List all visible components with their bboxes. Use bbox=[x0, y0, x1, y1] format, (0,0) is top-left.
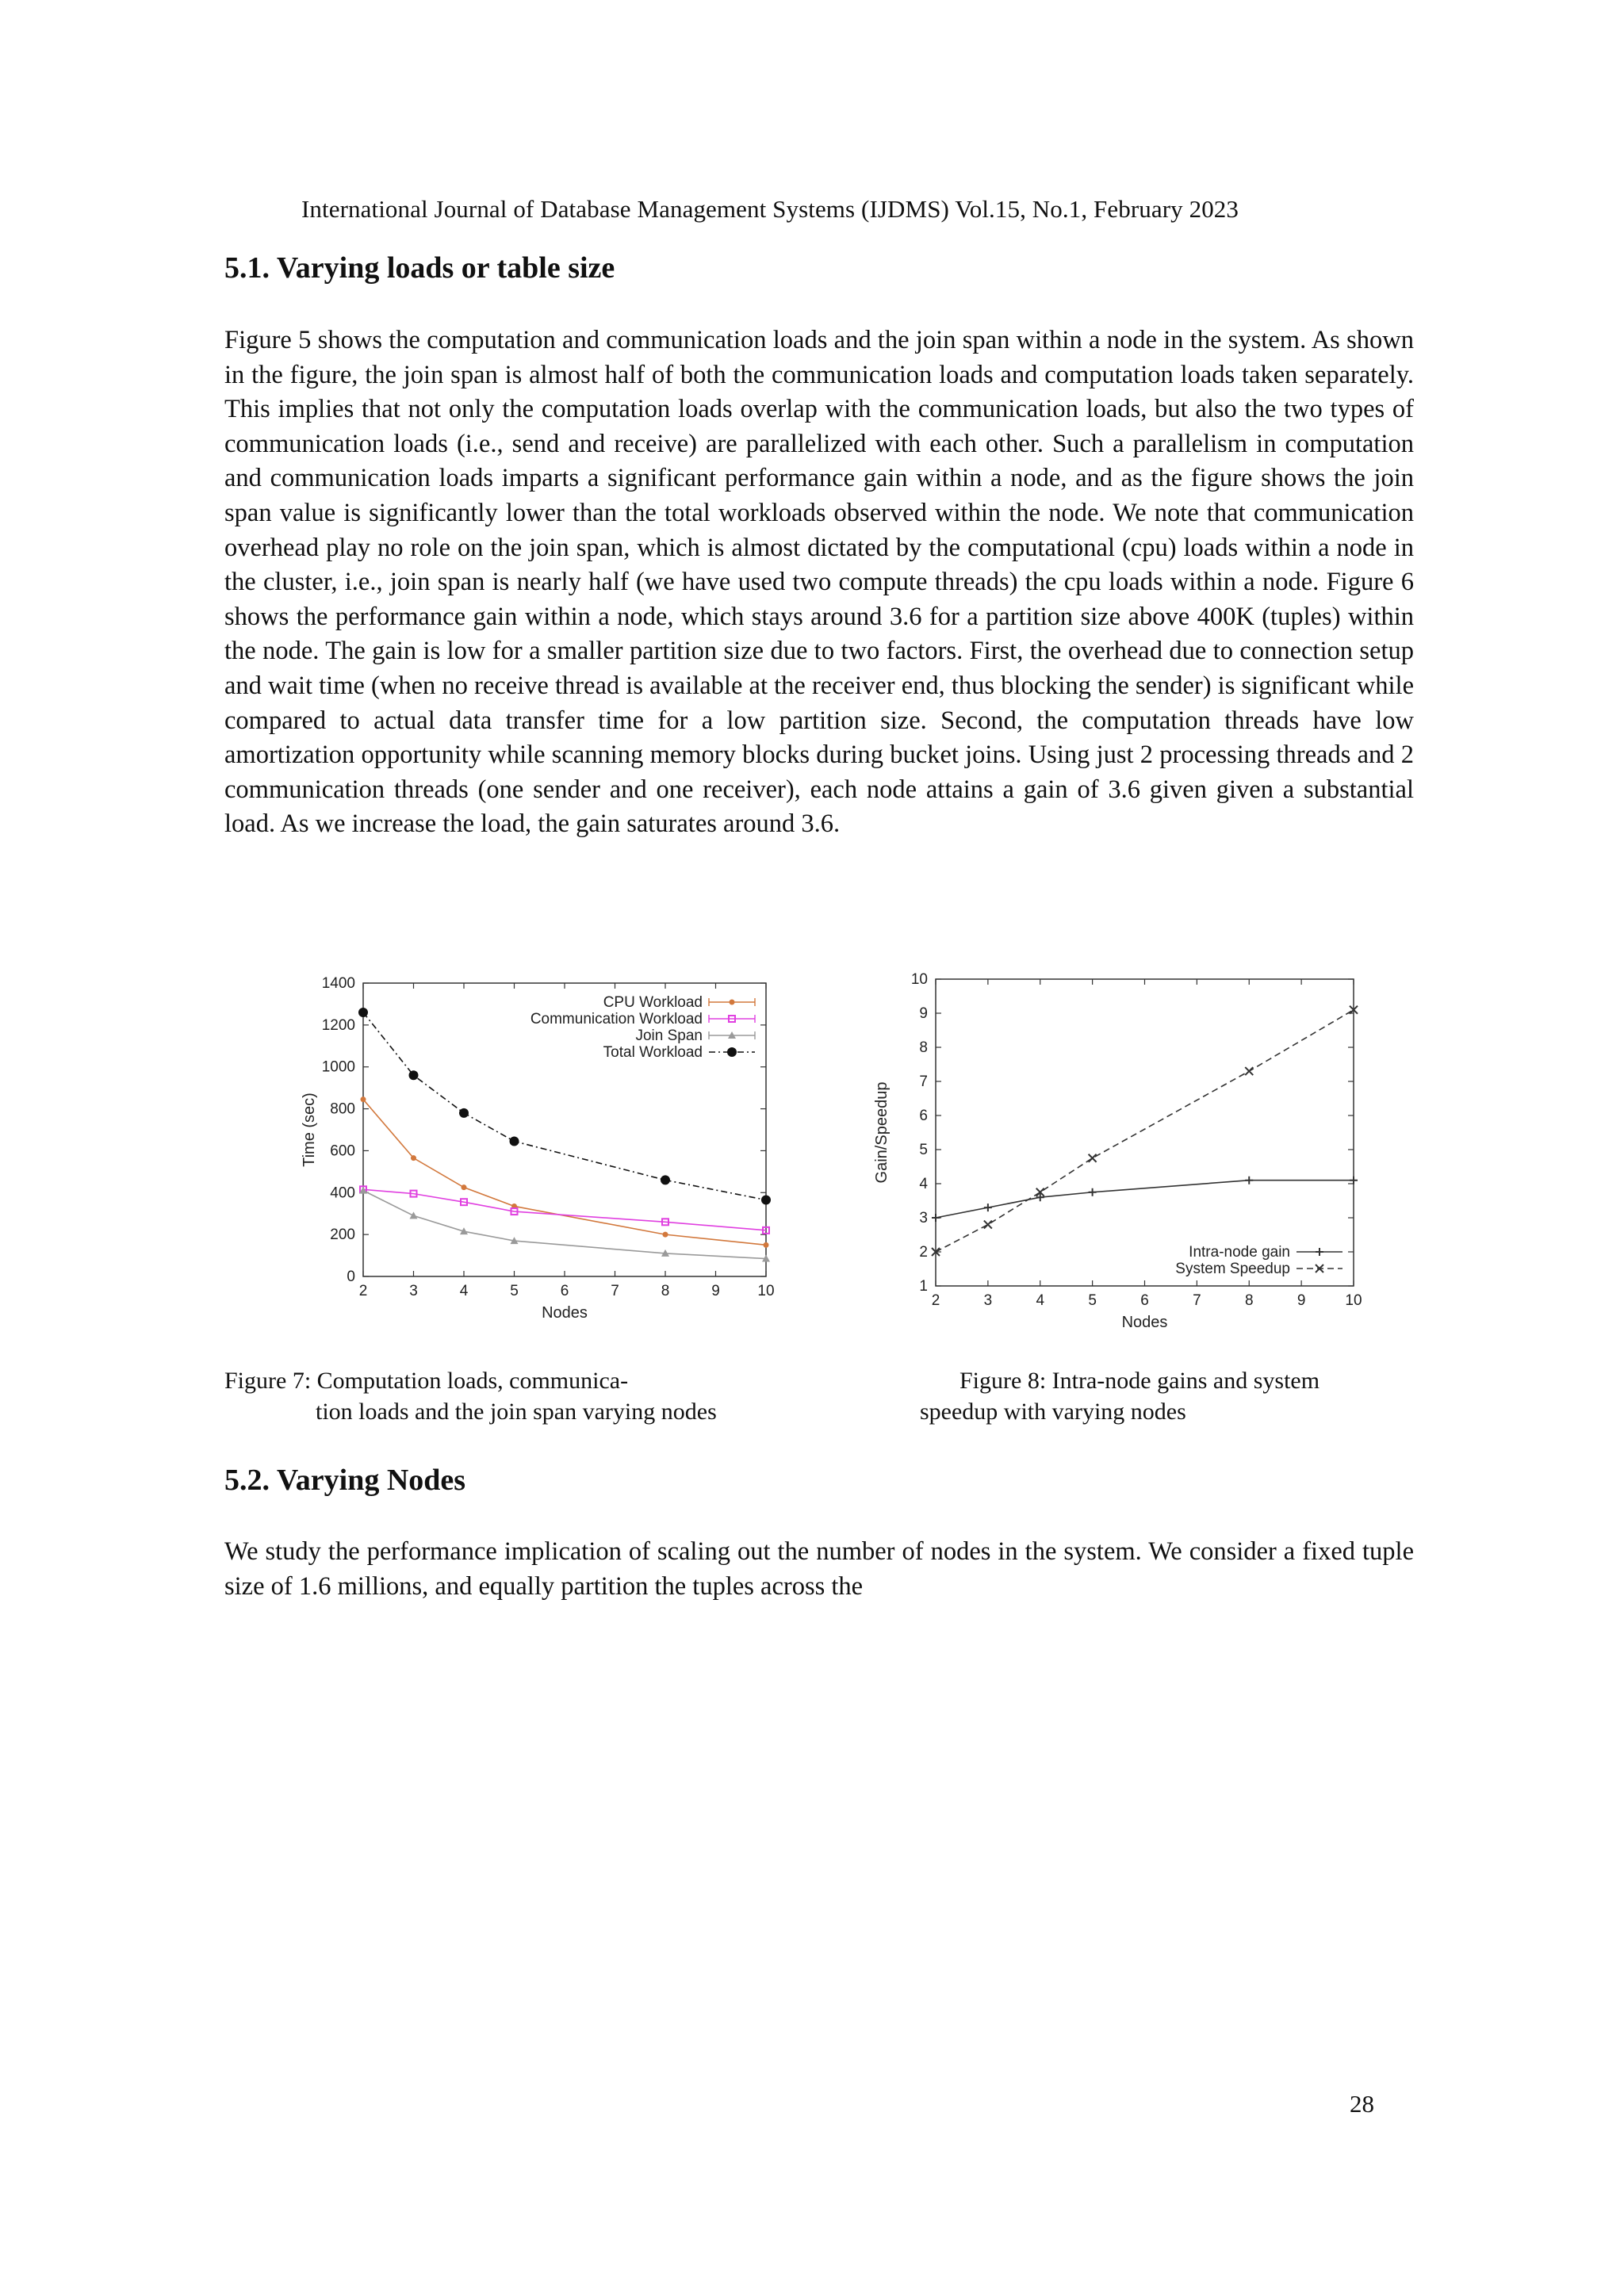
data-point bbox=[984, 1221, 992, 1229]
legend-label: Join Span bbox=[635, 1027, 703, 1044]
y-tick-label: 1200 bbox=[321, 1016, 355, 1034]
y-tick-label: 2 bbox=[919, 1244, 928, 1261]
x-axis-label: Nodes bbox=[1121, 1314, 1168, 1331]
x-tick-label: 2 bbox=[931, 1292, 940, 1309]
y-tick-label: 0 bbox=[347, 1269, 355, 1285]
x-tick-label: 3 bbox=[409, 1283, 418, 1299]
x-tick-label: 9 bbox=[711, 1283, 720, 1299]
series-line bbox=[363, 1189, 766, 1230]
x-axis-label: Nodes bbox=[542, 1304, 588, 1322]
legend-marker bbox=[727, 1047, 737, 1057]
data-point bbox=[1089, 1188, 1097, 1196]
figure-8-caption-line2: speedup with varying nodes bbox=[920, 1399, 1186, 1425]
data-point bbox=[462, 1184, 467, 1190]
data-point bbox=[411, 1155, 416, 1161]
data-point bbox=[761, 1196, 771, 1205]
x-tick-label: 8 bbox=[661, 1283, 670, 1299]
data-point bbox=[361, 1096, 366, 1102]
x-tick-label: 7 bbox=[611, 1283, 619, 1299]
x-tick-label: 5 bbox=[510, 1283, 519, 1299]
figure-7-caption-line2: tion loads and the join span varying nodes bbox=[316, 1399, 717, 1425]
x-tick-label: 4 bbox=[459, 1283, 469, 1299]
y-tick-label: 3 bbox=[919, 1210, 928, 1226]
y-axis-label: Time (sec) bbox=[301, 1093, 318, 1167]
figure-8-chart bbox=[856, 963, 1380, 1336]
x-tick-label: 7 bbox=[1193, 1292, 1201, 1309]
journal-header: International Journal of Database Management Systems (IJDMS) Vol.15, No.1, February 2023 bbox=[301, 195, 1239, 223]
y-tick-label: 7 bbox=[919, 1073, 928, 1090]
y-tick-label: 8 bbox=[919, 1039, 928, 1056]
legend-label: Total Workload bbox=[603, 1044, 703, 1061]
data-point bbox=[932, 1214, 940, 1222]
x-tick-label: 10 bbox=[1345, 1292, 1362, 1309]
x-tick-label: 9 bbox=[1297, 1292, 1306, 1309]
legend-marker bbox=[730, 1000, 735, 1005]
section-5-1-paragraph: Figure 5 shows the computation and communication loads and the join span within a node in the system. As shown in the figure, the join span is almost half of both the communication loads and computation loads taken separately. This implies that not only the computation loads overlap with the communication loads, but also the two types of communication loads (i.e., send and receive) are parallelized with each other. Such a parallelism in computation and communication loads imparts a significant performance gain within a node, and as the figure shows the join span value is significantly lower than the total workloads observed within the node. We note that communication overhead play no role on the join span, which is almost dictated by the computational (cpu) loads within a node in the cluster, i.e., join span is nearly half (we have used two compute threads) the cpu loads within a node. Figure 6 shows the performance gain within a node, which stays around 3.6 for a partition size above 400K (tuples) within the node. The gain is low for a smaller partition size due to two factors. First, the overhead due to connection setup and wait time (when no receive thread is available at the receiver end, thus blocking the sender) is significant while compared to actual data transfer time for a low partition size. Second, the computation threads have low amortization opportunity while scanning memory blocks during bucket joins. Using just 2 processing threads and 2 communication threads (one sender and one receiver), each node attains a gain of 3.6 given given a substantial load. As we increase the load, the gain saturates around 3.6. bbox=[224, 326, 1414, 839]
y-tick-label: 800 bbox=[330, 1100, 355, 1118]
series-line bbox=[363, 1012, 766, 1200]
y-tick-label: 1400 bbox=[321, 975, 355, 992]
x-tick-label: 4 bbox=[1036, 1292, 1045, 1309]
legend-label: Communication Workload bbox=[530, 1011, 703, 1027]
y-tick-label: 4 bbox=[919, 1176, 928, 1192]
section-5-1-title: 5.1. Varying loads or table size bbox=[224, 251, 615, 285]
x-tick-label: 3 bbox=[983, 1292, 993, 1309]
x-tick-label: 6 bbox=[1140, 1292, 1149, 1309]
legend-marker bbox=[1316, 1248, 1323, 1256]
data-point bbox=[410, 1211, 418, 1219]
data-point bbox=[510, 1137, 519, 1146]
y-tick-label: 9 bbox=[919, 1005, 928, 1022]
figure-8-caption-line1: Figure 8: Intra-node gains and system bbox=[959, 1368, 1320, 1394]
data-point bbox=[1089, 1154, 1097, 1162]
x-tick-label: 2 bbox=[358, 1283, 368, 1299]
series-line bbox=[936, 1010, 1354, 1252]
y-tick-label: 200 bbox=[330, 1226, 355, 1244]
y-tick-label: 1000 bbox=[321, 1058, 355, 1076]
y-tick-label: 1 bbox=[919, 1278, 928, 1295]
figure-7-caption-line1: Figure 7: Computation loads, communica- bbox=[224, 1368, 629, 1394]
data-point bbox=[358, 1008, 368, 1017]
x-tick-label: 8 bbox=[1244, 1292, 1254, 1309]
y-axis-label: Gain/Speedup bbox=[873, 1081, 891, 1184]
page-number: 28 bbox=[1350, 2090, 1374, 2118]
series-line bbox=[936, 1181, 1354, 1218]
x-tick-label: 10 bbox=[757, 1283, 775, 1299]
legend-label: CPU Workload bbox=[603, 994, 703, 1011]
legend-label: Intra-node gain bbox=[1189, 1244, 1290, 1261]
data-point bbox=[764, 1242, 769, 1248]
data-point bbox=[984, 1203, 992, 1211]
data-point bbox=[661, 1175, 670, 1184]
data-point bbox=[1245, 1177, 1253, 1184]
data-point bbox=[663, 1232, 668, 1238]
section-5-2-title: 5.2. Varying Nodes bbox=[224, 1464, 466, 1497]
series-line bbox=[363, 1191, 766, 1259]
data-point bbox=[1350, 1177, 1358, 1184]
y-tick-label: 5 bbox=[919, 1142, 928, 1158]
data-point bbox=[1245, 1067, 1253, 1075]
plot-frame bbox=[936, 979, 1354, 1286]
y-tick-label: 400 bbox=[330, 1184, 355, 1202]
y-tick-label: 600 bbox=[330, 1142, 355, 1160]
y-tick-label: 6 bbox=[919, 1108, 928, 1124]
data-point bbox=[459, 1108, 469, 1118]
series-line bbox=[363, 1100, 766, 1246]
x-tick-label: 5 bbox=[1088, 1292, 1097, 1309]
x-tick-label: 6 bbox=[560, 1283, 569, 1299]
figure-7-chart bbox=[262, 969, 801, 1334]
data-point bbox=[409, 1070, 419, 1080]
y-tick-label: 10 bbox=[910, 971, 928, 988]
legend-label: System Speedup bbox=[1175, 1261, 1290, 1277]
section-5-2-paragraph: We study the performance implication of scaling out the number of nodes in the system. We consider a fixed tuple size of 1.6 millions, and equally partition the tuples across the bbox=[224, 1537, 1414, 1601]
